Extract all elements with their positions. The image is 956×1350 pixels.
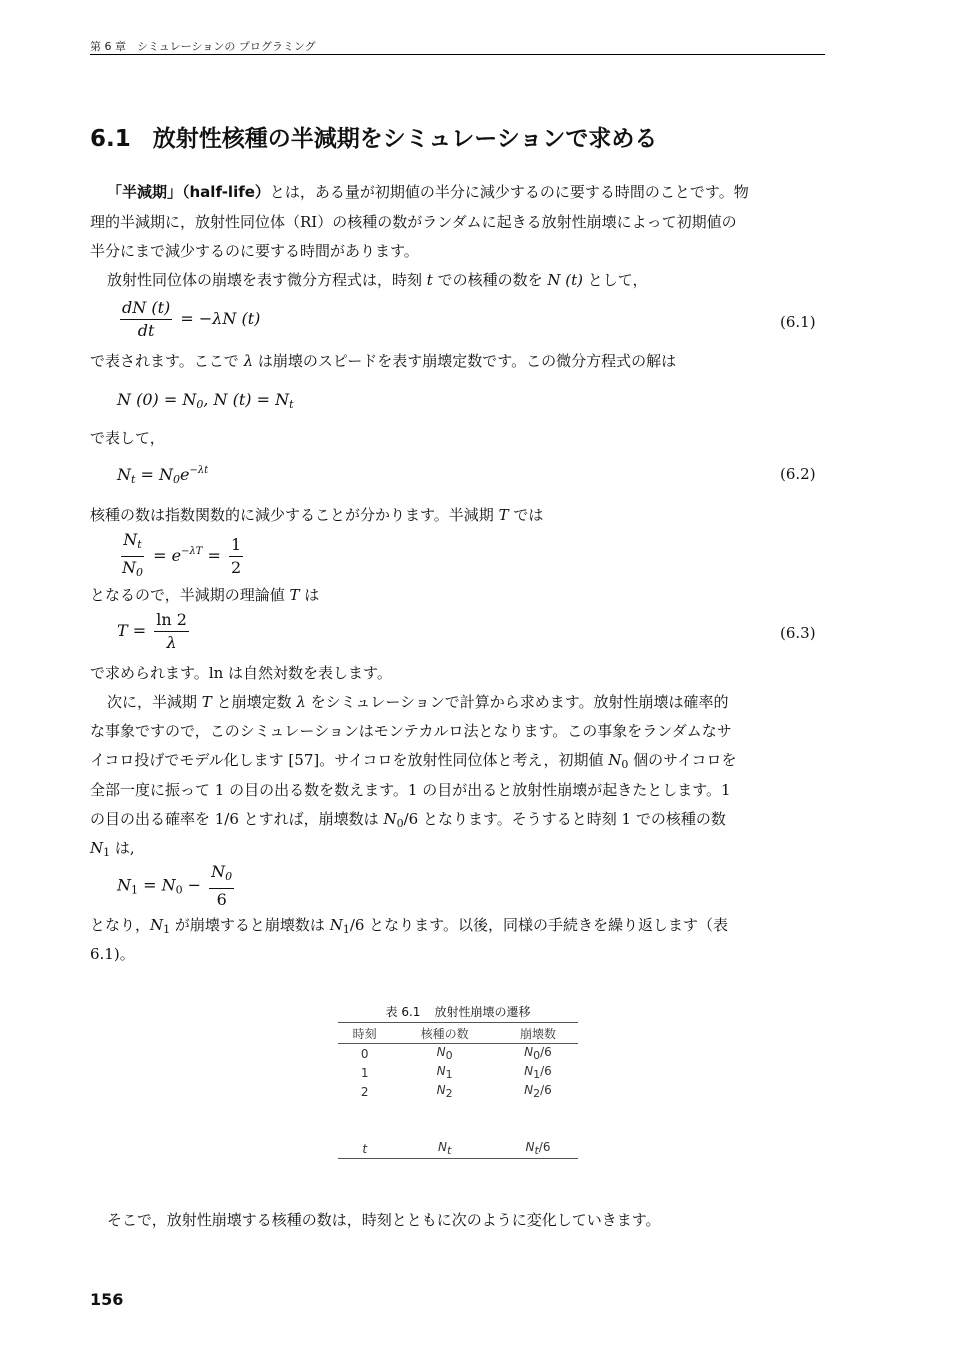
table-header-row [338,1023,578,1044]
superscript: −λT [181,546,203,557]
text: をシミュレーションで計算から求めます。放射性崩壊は確率的 [305,693,729,711]
text: での核種の数を [432,271,548,289]
cell-nuclides: $N_1$ [436,1064,453,1081]
cell-nuclides: $N_2$ [436,1083,453,1100]
paragraph-line [107,268,647,292]
subscript: 1 [163,923,171,936]
paragraph-line [90,661,392,685]
numerator: ln 2 [154,610,189,632]
text: = [207,546,221,565]
paragraph-line [107,690,729,714]
paragraph-line [90,583,319,607]
paragraph-line: 全部一度に振って 1 の目の出る数を数えます。1 の目が出ると放射性崩壊が起きたとします。1 [90,781,731,799]
table-row [338,1082,578,1101]
text: として， [582,271,648,289]
cell-time: 2 [360,1084,369,1099]
paragraph-line [90,748,736,777]
text: は自然対数を表します。 [223,664,392,682]
running-header: 第 6 章 シミュレーションの プログラミング [90,40,316,53]
subscript: 1 [131,883,138,897]
denominator: 6 [216,890,227,909]
text: N [117,875,131,895]
equation-6-2 [117,465,208,486]
cell-time: 1 [360,1065,369,1080]
paragraph-line: 半分にまで減少するのに要する時間があります。 [90,242,419,260]
math-var: T [498,506,509,524]
text: N [123,530,138,549]
text: となり， [90,916,151,934]
math-var: N [150,916,164,934]
table-row [338,1139,578,1159]
paragraph-line: な事象ですので，このシミュレーションはモンテカルロ法となります。この事象をランダムなサ [90,722,732,740]
text: N [122,558,136,577]
math-var: t [426,271,433,289]
text: 個のサイコロを [628,751,737,769]
text: = e [153,546,182,565]
paragraph-line [90,913,728,942]
math-var: λ [243,352,254,370]
math-var: N [90,839,104,857]
subscript: 0 [173,473,180,486]
text: が崩壊すると崩壊数は [170,916,330,934]
subscript: t [137,538,142,551]
text: N [211,862,226,881]
text: で表されます。ここで [90,352,244,370]
text: で求められます。 [90,664,209,682]
equation-n1 [117,862,237,910]
column-header: 崩壊数 [498,1023,578,1044]
numerator: dN (t) [120,298,172,320]
decay-table [338,1022,578,1159]
math-fn: ln [208,664,224,682]
text: T = [117,621,147,640]
text: , N (t) = N [203,390,290,409]
cell-decays: $N_2/6$ [524,1083,552,1100]
section-number: 6.1 [90,126,131,152]
paragraph-line: で表して， [90,429,165,447]
text: の目の出る確率を 1/6 とすれば，崩壊数は [90,810,384,828]
subscript: 0 [621,758,629,771]
table-title: 放射性崩壊の遷移 [434,1005,531,1019]
table-number: 表 6.1 [385,1005,421,1019]
text: とは，ある量が初期値の半分に減少するのに要する時間のことです。物 [269,183,749,201]
cell-nuclides: $N_t$ [391,1139,498,1159]
header-rule [90,54,825,55]
text: は崩壊のスピードを表す崩壊定数です。この微分方程式の解は [253,352,677,370]
denominator: λ [166,633,177,652]
table-row [338,1044,578,1064]
text: 核種の数は指数関数的に減少することが分かります。半減期 [90,506,499,524]
text: イコロ投げでモデル化します [57]。サイコロを放射性同位体と考え，初期値 [90,751,609,769]
table-caption [338,1003,578,1020]
subscript: 0 [136,566,143,579]
superscript: −λt [189,465,209,476]
paragraph-line [90,349,676,373]
paragraph-line: そこで，放射性崩壊する核種の数は，時刻とともに次のように変化していきます。 [107,1211,661,1229]
text: N (0) = N [117,390,197,409]
cell-decays: $N_0/6$ [524,1045,552,1062]
math-var: λ [296,693,306,711]
table-gap-row [338,1101,578,1139]
text: となるので，半減期の理論値 [90,586,290,604]
equation-number: (6.3) [780,624,816,642]
table-row [338,1063,578,1082]
text: 放射性同位体の崩壊を表す微分方程式は，時刻 [107,271,427,289]
text: では [508,506,544,524]
equation-number: (6.1) [780,313,816,331]
text: は, [110,839,135,857]
numerator: 1 [229,535,243,557]
math-var: T [201,693,212,711]
page-number: 156 [90,1290,124,1309]
paragraph-line [107,180,749,204]
text: N [117,465,131,484]
denominator: dt [137,321,155,340]
term-half-life: 「半減期」（half-life） [107,183,270,201]
section-title [90,120,657,153]
equation-half-life-ratio [117,530,246,583]
math-var: N (t) [547,271,583,289]
text: と崩壊定数 [211,693,297,711]
equation-6-3 [117,610,192,653]
math-var: N [608,751,622,769]
equation-6-1 [117,298,260,341]
column-header: 核種の数 [391,1023,498,1044]
cell-time: t [338,1139,391,1159]
rhs: = −λN (t) [180,309,261,328]
equation-solution [117,390,294,411]
subscript: 1 [342,923,350,936]
math-var: T [289,586,300,604]
text: e [180,465,190,484]
text: は [299,586,320,604]
section-title-text: 放射性核種の半減期をシミュレーションで求める [152,126,658,152]
text: = N [138,875,176,895]
subscript: 0 [225,870,233,883]
paragraph-line [90,836,135,865]
paragraph-line [90,503,543,527]
paragraph-line: 6.1)。 [90,945,135,963]
denominator: 2 [231,558,242,577]
cell-decays: $N_1/6$ [524,1064,552,1081]
paragraph-line [90,807,726,836]
cell-decays: $N_t/6$ [498,1139,578,1159]
subscript: 1 [103,846,111,859]
subscript: t [289,398,294,411]
subscript: t [131,473,136,486]
paragraph-line: 理的半減期に，放射性同位体（RI）の核種の数がランダムに起きる放射性崩壊によって初期値の [90,213,737,231]
cell-nuclides: $N_0$ [436,1045,453,1062]
math-var: N [329,916,343,934]
text: 次に，半減期 [107,693,202,711]
equation-number: (6.2) [780,465,816,483]
subscript: 0 [196,398,204,411]
cell-time: 0 [360,1046,369,1061]
text: /6 となります。以後，同様の手続きを繰り返します（表 [349,916,728,934]
text: = N [135,465,173,484]
math-var: N [383,810,397,828]
subscript: 0 [175,883,183,897]
text: − [182,875,202,895]
column-header: 時刻 [338,1023,391,1044]
text: /6 となります。そうすると時刻 1 での核種の数 [403,810,726,828]
subscript: 0 [396,817,404,830]
